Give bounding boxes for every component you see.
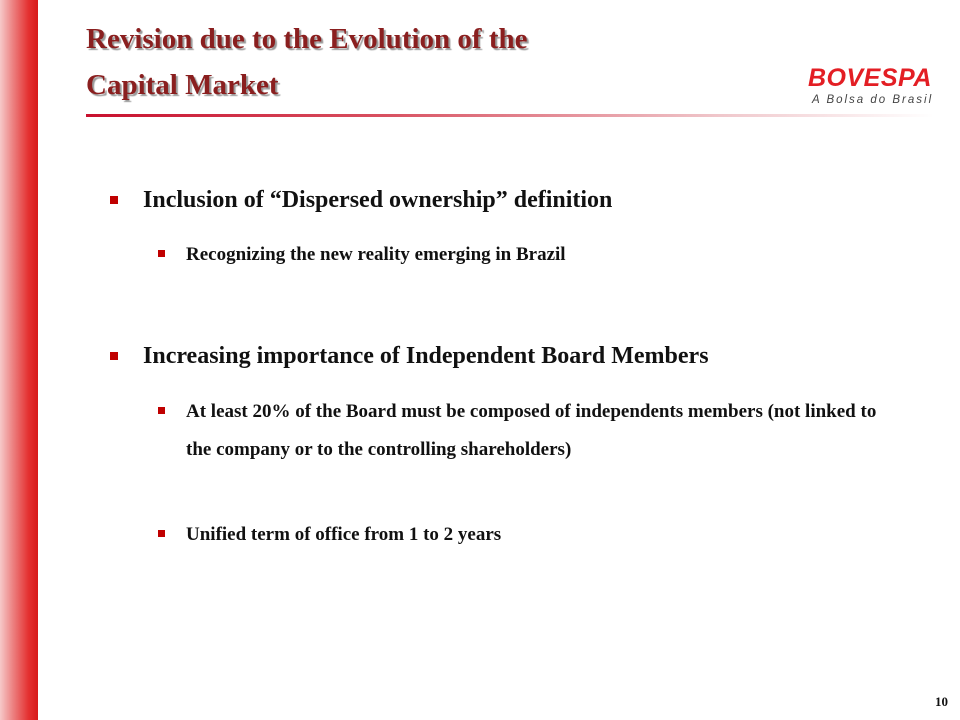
bovespa-logo (808, 64, 938, 116)
logo-wordmark: BOVESPA (808, 64, 932, 92)
bullet-text: Inclusion of “Dispersed ownership” definition (143, 187, 613, 213)
square-bullet-icon (158, 250, 165, 257)
square-bullet-icon (158, 530, 165, 537)
title-underline (86, 114, 934, 117)
square-bullet-icon (110, 352, 118, 360)
sub-bullet-text: Unified term of office from 1 to 2 years (186, 524, 502, 545)
left-accent-bar (0, 0, 38, 720)
sub-bullet-term-of-office (158, 516, 898, 554)
square-bullet-icon (158, 407, 165, 414)
title-line-2: Capital Market (86, 69, 279, 101)
slide-title (86, 16, 527, 108)
bullet-dispersed-ownership (110, 184, 612, 216)
title-line-1: Revision due to the Evolution of the (86, 23, 528, 55)
page-number: 10 (935, 694, 948, 709)
sub-bullet-text: At least 20% of the Board must be composed of independents members (not linked to the company or to the controlling shareholders) (186, 401, 877, 460)
bullet-text: Increasing importance of Independent Board Members (143, 343, 709, 369)
sub-bullet-new-reality (158, 236, 898, 274)
sub-bullet-text: Recognizing the new reality emerging in Brazil (186, 244, 566, 265)
square-bullet-icon (110, 196, 118, 204)
bullet-independent-board (110, 340, 709, 372)
logo-tagline: A Bolsa do Brasil (812, 94, 934, 106)
sub-bullet-board-composition (158, 393, 898, 469)
